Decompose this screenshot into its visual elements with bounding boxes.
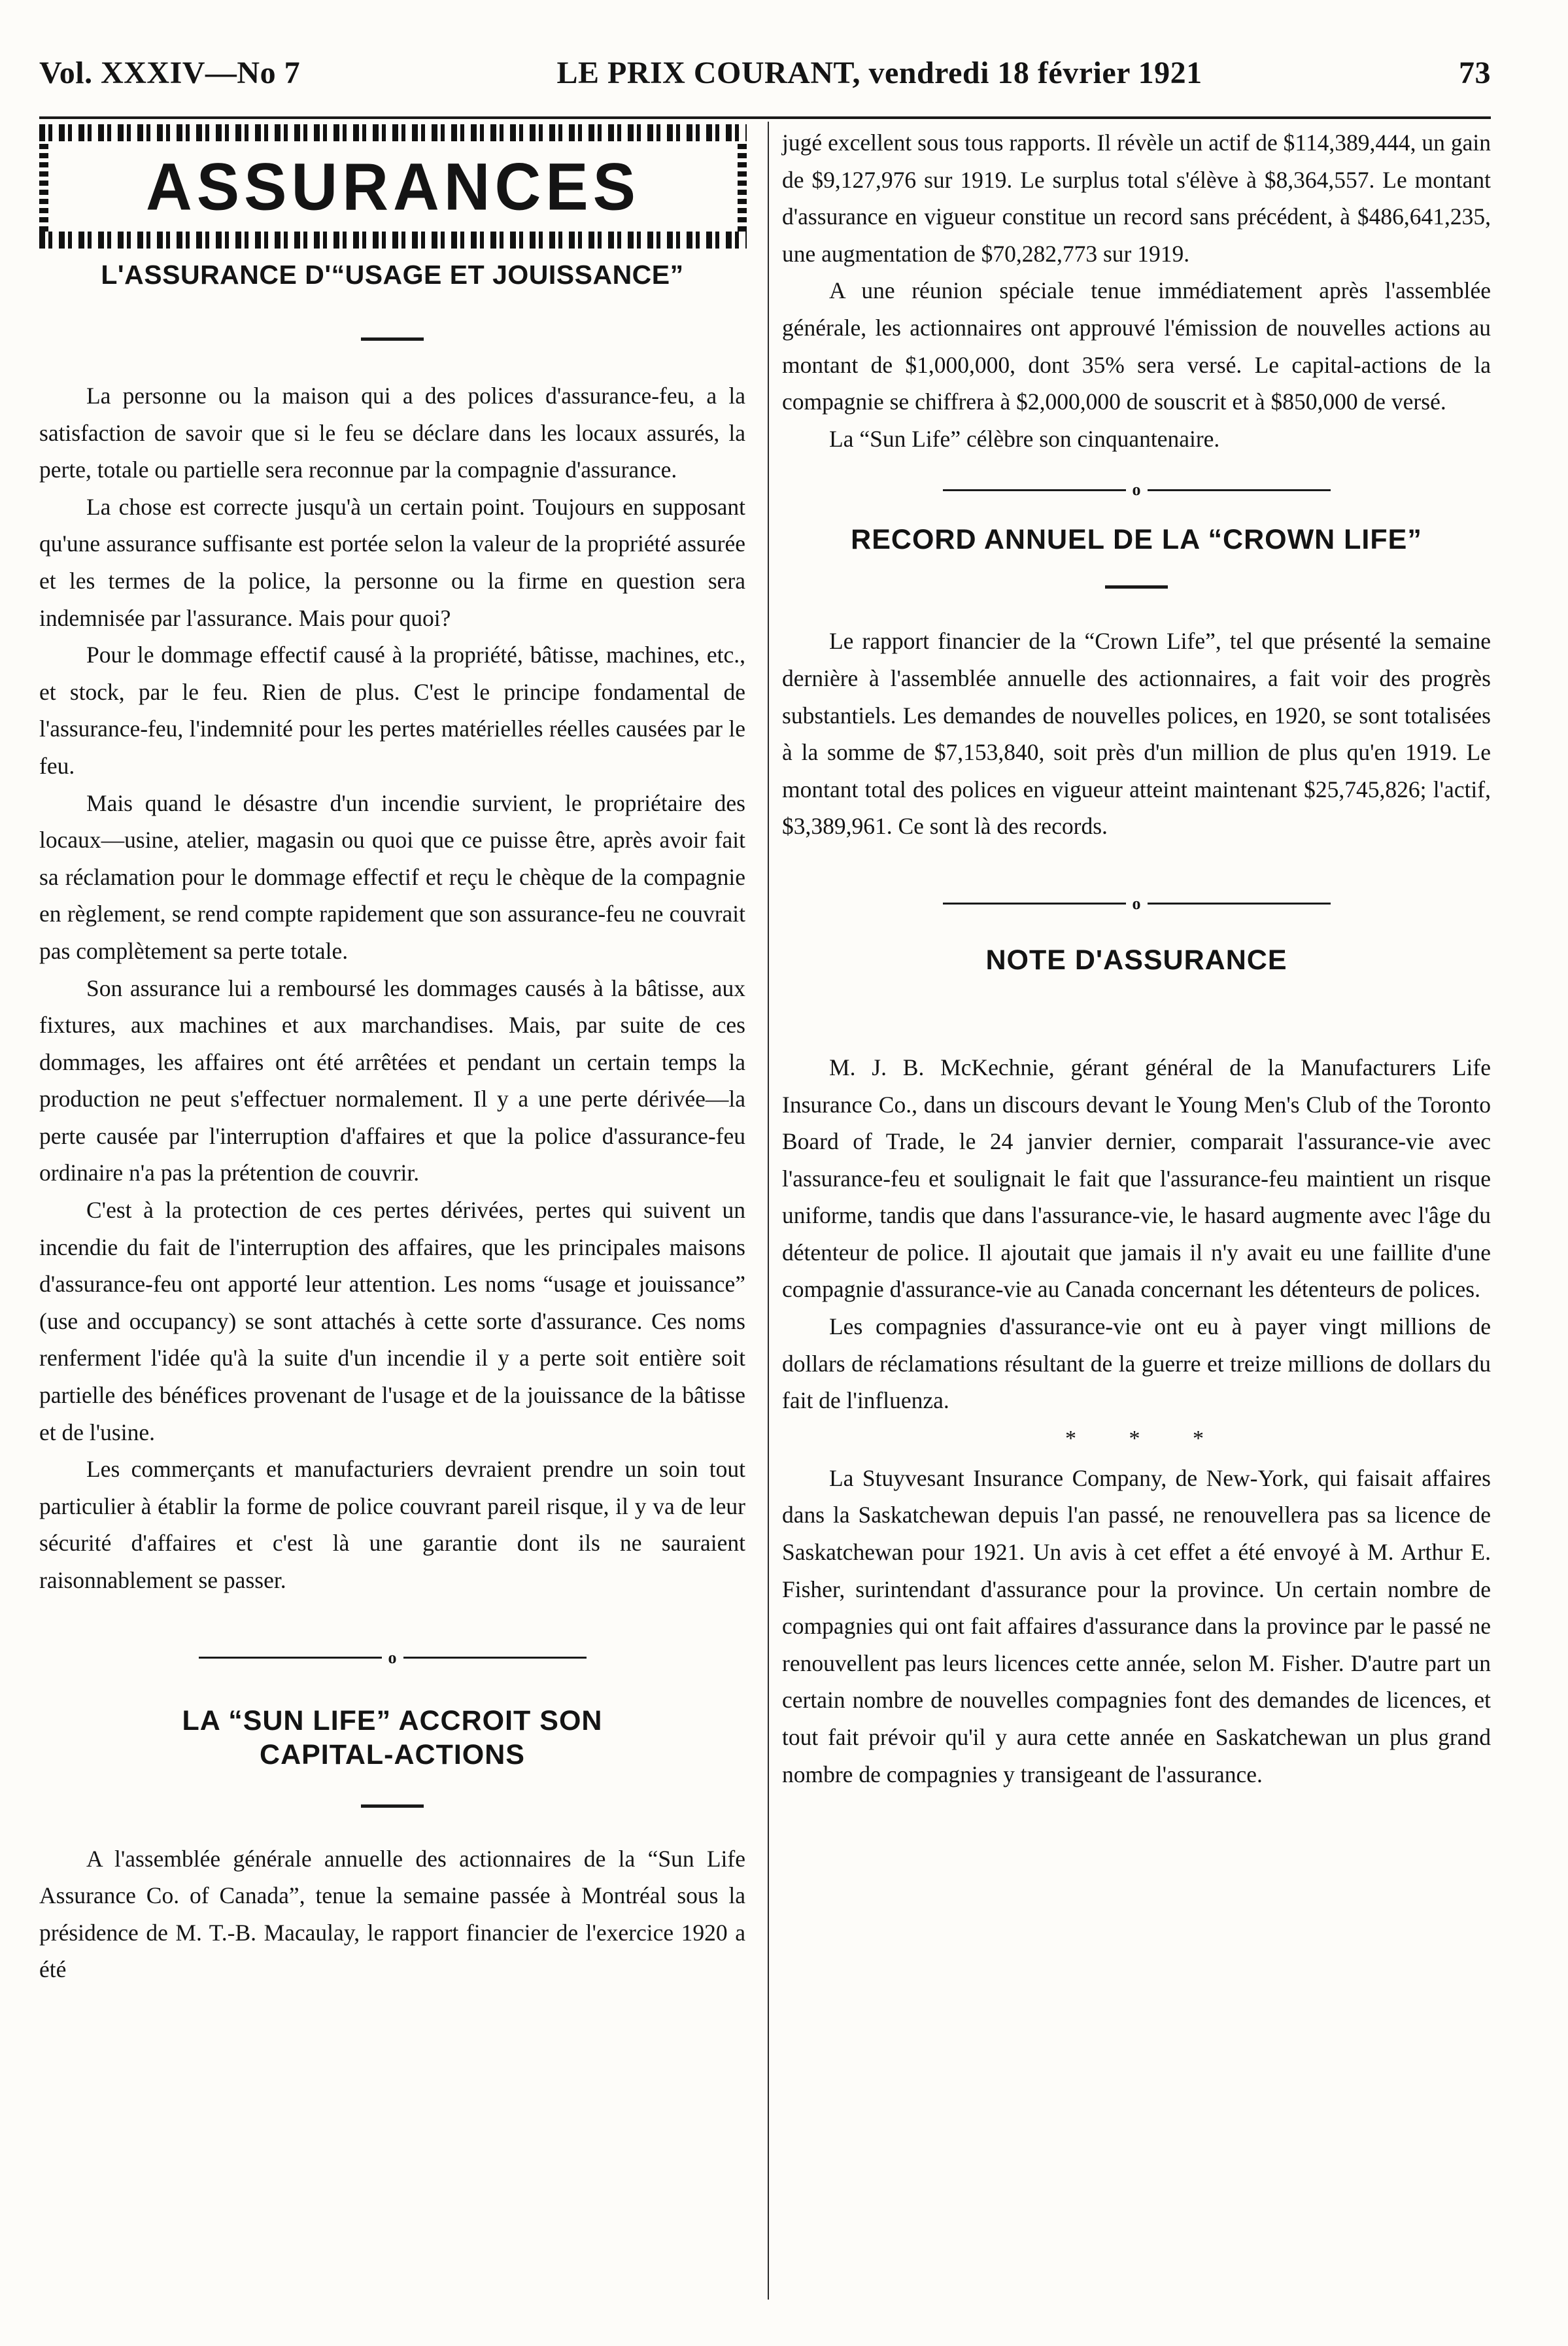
separator-mark: o [1132,893,1141,913]
article-title-sunlife-line1: LA “SUN LIFE” ACCROIT SON [182,1704,603,1736]
column-divider [768,122,769,2300]
masthead [39,55,1491,114]
article-title-crown: RECORD ANNUEL DE LA “CROWN LIFE” [851,524,1422,556]
article-title-sunlife-line2: CAPITAL-ACTIONS [260,1738,525,1770]
paragraph: La “Sun Life” célèbre son cinquantenaire. [829,425,1220,452]
paragraph: La Stuyvesant Insurance Company, de New-York, qui faisait affaires dans la Saskatchewan depuis l'an passé, ne renouvellera pas sa licence de Saskatchewan pour 1921. Un avis à cet effet a été envoyé à M. Arthur E. Fisher, surintendant d'assurance pour la province. Un certain nombre de compagnies qui ont fait affaires d'assurance dans la province par le passé ne renouvellent pas leurs licences cette année, selon M. Fisher. D'autre part un certain nombre de nouvelles compagnies font des demandes de licences, et tout fait prévoir qu'il y aura cette année en Saskatchewan un plus grand nombre de compagnies y transigeant de l'assurance. [782,1464,1491,1787]
article-separator [782,477,1491,503]
paragraph: Son assurance lui a remboursé les dommages causés à la bâtisse, aux fixtures, aux machines et aux marchandises. Mais, par suite de ces dommages, les affaires ont été arrêtées et pendant un certain temps la production ne peut s'effectuer normalement. Il y a une perte dérivée—la perte causée par l'interruption d'affaires et que la police d'assurance-feu ordinaire n'a pas la prétention de couvrir. [39,975,745,1186]
title-underline [361,337,424,341]
title-underline [361,1804,424,1808]
paragraph: Pour le dommage effectif causé à la propriété, bâtisse, machines, etc., et stock, par le feu. Rien de plus. C'est le principe fondamental de l'assurance-feu, l'indemnité pour les pertes matérielles réelles causées par le feu. [39,642,745,779]
section-banner [39,124,747,249]
paragraph: La chose est correcte jusqu'à un certain point. Toujours en supposant qu'une assurance suffisante est portée selon la valeur de la propriété assurée et les termes de la police, la personne ou la firme en question sera indemnisée par l'assurance. Mais pour quoi? [39,493,745,631]
paragraph: Mais quand le désastre d'un incendie survient, le propriétaire des locaux—usine, atelier, magasin ou quoi que ce puisse être, après avoir fait sa réclamation pour le dommage effectif et reçu le chèque de la compagnie en règlement, se rend compte rapidement que son assurance-feu ne couvrait pas complètement sa perte totale. [39,789,745,964]
paragraph-continued: jugé excellent sous tous rapports. Il révèle un actif de $114,389,444, un gain de $9,127,976 sur 1919. Le surplus total s'élève à $8,364,557. Le montant d'assurance en vigueur constitue un record sans précédent, à $486,641,235, une augmentation de $70,282,773 sur 1919. [782,129,1491,267]
article-body-usage [39,377,745,1599]
paragraph: Les compagnies d'assurance-vie ont eu à payer vingt millions de dollars de réclamations résultant de la guerre et treize millions de dollars du fait de l'influenza. [782,1313,1491,1414]
asterism: * * * [1065,1426,1227,1451]
separator-mark: o [388,1647,397,1667]
article-title-usage: L'ASSURANCE D'“USAGE ET JOUISSANCE” [101,260,684,290]
paragraph: M. J. B. McKechnie, gérant général de la Manufacturers Life Insurance Co., dans un discours devant le Young Men's Club of the Toronto Board of Trade, le 24 janvier dernier, comparait l'assurance-vie avec l'assurance-feu et soulignait le fait que l'assurance-feu maintient un risque uniforme, tandis que dans l'assurance-vie, le hasard augmente avec l'âge du détenteur de police. Il ajoutait que jamais il n'y avait eu une faillite d'une compagnie d'assurance-vie au Canada concernant les détenteurs de polices. [782,1054,1491,1303]
article-separator [782,891,1491,917]
paragraph: A une réunion spéciale tenue immédiatement après l'assemblée générale, les actionnaires ont approuvé l'émission de nouvelles actions au montant de $1,000,000, dont 35% sera versé. Le capital-actions de la compagnie se chiffrera à $2,000,000 de souscrit et à $850,000 de versé. [782,277,1491,415]
paragraph: Le rapport financier de la “Crown Life”, tel que présenté la semaine dernière à l'assemblée annuelle des actionnaires, a fait voir des progrès substantiels. Les demandes de nouvelles polices, en 1920, se sont totalisées à la somme de $7,153,840, soit près d'un million de plus qu'en 1919. Le montant total des polices en vigueur atteint maintenant $25,745,826; l'actif, $3,389,961. Ce sont là des records. [782,628,1491,840]
left-column [39,124,745,1988]
separator-mark: o [1132,480,1141,500]
banner-ornament-bottom [39,232,747,249]
article-title-note: NOTE D'ASSURANCE [985,944,1287,976]
paragraph: C'est à la protection de ces pertes dérivées, pertes qui suivent un incendie du fait de l'interruption des affaires, que les principales maisons d'assurance-feu ont apporté leur attention. Les noms “usage et jouissance” (use and occupancy) se sont attachés à cette sorte d'assurance. Ces noms renferment l'idée qu'à la suite d'un incendie il y a perte soit entière soit partielle des bénéfices provenant de l'usage et de la jouissance de la bâtisse et de l'usine. [39,1197,745,1445]
title-underline [1105,585,1168,589]
right-column [782,124,1491,1793]
article-separator [39,1645,745,1671]
section-title: ASSURANCES [145,148,641,224]
paragraph: Les commerçants et manufacturiers devraient prendre un soin tout particulier à établir la forme de police couvrant pareil risque, il y va de leur sécurité d'affaires et c'est là une garantie dont ils ne sauraient raisonnablement se passer. [39,1456,745,1593]
banner-ornament-top [39,124,747,141]
publication-title-date: LE PRIX COURANT, vendredi 18 février 1921 [556,56,1202,90]
page-number: 73 [1458,56,1491,90]
header-rule [39,116,1491,119]
paragraph: La personne ou la maison qui a des polices d'assurance-feu, a la satisfaction de savoir que si le feu se déclare dans les locaux assurés, la perte, totale ou partielle sera reconnue par la compagnie d'assurance. [39,383,745,483]
paragraph: A l'assemblée générale annuelle des actionnaires de la “Sun Life Assurance Co. of Canada”, tenue la semaine passée à Montréal sous la présidence de M. T.-B. Macaulay, le rapport financier de l'exercice 1920 a été [39,1845,745,1983]
volume-number: Vol. XXXIV—No 7 [39,56,301,90]
